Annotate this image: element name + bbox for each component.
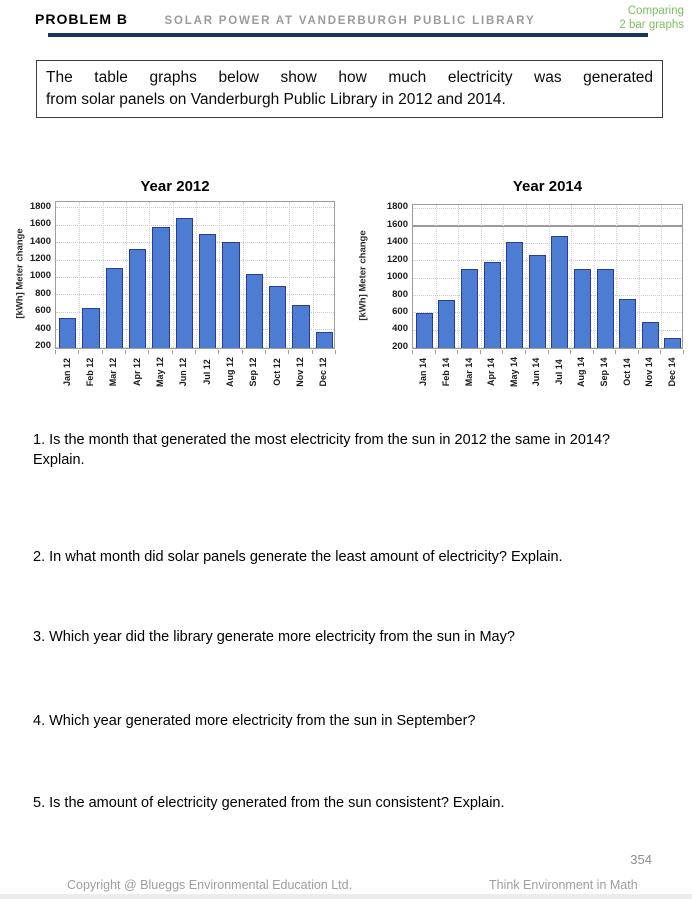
x-tickmark <box>335 350 336 354</box>
x-tick-label-aug-14: Aug 14 <box>576 357 587 388</box>
x-gridline <box>503 205 504 348</box>
x-tick-label-apr-12: Apr 12 <box>131 358 142 387</box>
x-gridline <box>661 205 662 348</box>
x-gridline <box>436 205 437 348</box>
y-gridline-1200 <box>413 260 682 261</box>
x-tick-label-nov-12: Nov 12 <box>295 357 305 387</box>
worksheet-title: SOLAR POWER AT VANDERBURGH PUBLIC LIBRARY <box>164 15 536 27</box>
x-gridline <box>639 205 640 348</box>
x-tickmark <box>172 350 173 354</box>
x-tickmark <box>242 350 243 354</box>
x-tickmark <box>502 350 503 354</box>
x-tick-label-may-12: May 12 <box>155 356 165 388</box>
x-tick-label-nov-14: Nov 14 <box>644 357 655 387</box>
x-tickmark <box>570 350 571 354</box>
bar-chart-year-2014 <box>350 178 690 403</box>
x-tickmark <box>265 350 266 354</box>
x-tick-label-aug-12: Aug 12 <box>225 357 235 388</box>
problem-label: PROBLEM B <box>35 11 128 27</box>
y-tick-label-1000: 1000 <box>386 271 408 282</box>
page-number: 354 <box>630 852 652 867</box>
x-tick-label-jul-14: Jul 14 <box>553 359 564 385</box>
x-tick-label-mar-12: Mar 12 <box>108 357 119 387</box>
question-4: 4. Which year generated more electricity from the sun in September? <box>33 713 476 729</box>
y-gridline-1400 <box>56 242 334 243</box>
page-bottom-edge <box>0 894 692 899</box>
plot-area-2014 <box>412 204 683 349</box>
y-tick-label-200: 200 <box>35 340 51 351</box>
x-gridline <box>526 205 527 348</box>
x-tick-label-jul-12: Jul 12 <box>201 359 212 385</box>
x-tickmark <box>638 350 639 354</box>
y-gridline-800 <box>413 295 682 296</box>
question-1: 1. Is the month that generated the most electricity from the sun in 2012 the same in 2014? Explain. <box>33 432 611 468</box>
x-tickmark <box>55 350 56 354</box>
x-tickmark <box>78 350 79 354</box>
y-tick-label-1600: 1600 <box>386 218 408 230</box>
x-gridline <box>196 202 197 348</box>
y-gridline-1400 <box>413 243 682 244</box>
chart-title-2014: Year 2014 <box>512 178 583 195</box>
y-axis-title-2012: [kWh] Meter change <box>14 228 26 319</box>
x-tick-label-apr-14: Apr 14 <box>486 358 496 387</box>
x-tick-label-jan-12: Jan 12 <box>61 357 72 387</box>
x-tickmark <box>548 350 549 354</box>
x-tick-label-feb-12: Feb 12 <box>85 357 95 387</box>
x-tick-label-sep-14: Sep 14 <box>599 357 609 387</box>
y-tick-label-400: 400 <box>392 323 408 335</box>
topic-tag-line2: 2 bar graphs <box>619 19 684 32</box>
plot-area-2012 <box>55 201 335 349</box>
x-gridline <box>266 202 267 348</box>
y-tick-label-600: 600 <box>35 305 51 317</box>
topic-tag-line1: Comparing <box>627 5 684 17</box>
x-tickmark <box>195 350 196 354</box>
y-gridline-800 <box>56 294 334 295</box>
x-tick-label-dec-14: Dec 14 <box>666 357 677 387</box>
x-tickmark <box>218 350 219 354</box>
y-tick-label-1000: 1000 <box>29 270 51 282</box>
x-tick-label-jun-14: Jun 14 <box>531 357 542 387</box>
x-tickmark <box>525 350 526 354</box>
y-tick-label-1400: 1400 <box>386 236 408 248</box>
footer-tagline: Think Environment in Math <box>489 878 638 892</box>
x-tick-label-sep-12: Sep 12 <box>248 357 259 387</box>
y-tick-label-600: 600 <box>392 305 408 317</box>
header-rule <box>48 33 648 37</box>
x-tickmark <box>148 350 149 354</box>
x-gridline <box>481 205 482 348</box>
y-tick-label-200: 200 <box>392 340 408 352</box>
y-tick-label-800: 800 <box>35 287 51 299</box>
x-gridline <box>149 202 150 348</box>
x-tick-label-jan-14: Jan 14 <box>418 357 429 387</box>
bar-chart-year-2012 <box>12 178 338 403</box>
y-gridline-1000 <box>56 277 334 278</box>
x-gridline <box>313 202 314 348</box>
intro-line-1: The table graphs below show how much electricity was generated <box>46 69 653 86</box>
y-tick-label-800: 800 <box>392 288 408 300</box>
intro-box <box>36 60 663 118</box>
solid-gridline-1600 <box>413 225 682 227</box>
intro-line-2: from solar panels on Vanderburgh Public Library in 2012 and 2014. <box>46 91 506 108</box>
x-tick-label-jun-12: Jun 12 <box>178 357 189 387</box>
x-gridline <box>616 205 617 348</box>
footer-copyright: Copyright @ Blueggs Environmental Education Ltd. <box>67 878 353 892</box>
chart-title-2012: Year 2012 <box>140 178 210 195</box>
y-tick-label-1200: 1200 <box>29 253 51 264</box>
topic-tag <box>619 4 684 33</box>
x-tickmark <box>288 350 289 354</box>
x-tickmark <box>660 350 661 354</box>
x-gridline <box>173 202 174 348</box>
question-2: 2. In what month did solar panels generate the least amount of electricity? Explain. <box>33 549 563 565</box>
x-tickmark <box>435 350 436 354</box>
x-tickmark <box>615 350 616 354</box>
x-tickmark <box>593 350 594 354</box>
x-tickmark <box>412 350 413 354</box>
y-tick-label-1600: 1600 <box>29 218 51 230</box>
x-tickmark <box>683 350 684 354</box>
y-tick-label-400: 400 <box>35 322 51 334</box>
x-tick-label-oct-12: Oct 12 <box>271 358 282 386</box>
y-tick-label-1800: 1800 <box>386 201 408 213</box>
y-gridline-1200 <box>56 260 334 261</box>
y-gridline-1800 <box>413 208 682 209</box>
y-tick-label-1200: 1200 <box>386 253 408 265</box>
y-tick-label-1400: 1400 <box>29 235 51 247</box>
x-tickmark <box>457 350 458 354</box>
x-tickmark <box>125 350 126 354</box>
x-tick-label-dec-12: Dec 12 <box>318 357 329 387</box>
question-3: 3. Which year did the library generate more electricity from the sun in May? <box>33 629 515 645</box>
x-gridline <box>126 202 127 348</box>
x-gridline <box>79 202 80 348</box>
y-gridline-1800 <box>56 207 334 208</box>
y-axis-title-2014: [kWh] Meter change <box>357 229 369 321</box>
y-gridline-1600 <box>56 225 334 226</box>
x-gridline <box>458 205 459 348</box>
y-tick-label-1800: 1800 <box>29 200 51 212</box>
x-tick-label-oct-14: Oct 14 <box>621 358 632 386</box>
x-gridline <box>571 205 572 348</box>
x-tick-label-mar-14: Mar 14 <box>463 357 474 387</box>
x-tick-label-may-14: May 14 <box>508 356 519 388</box>
x-tickmark <box>102 350 103 354</box>
x-gridline <box>103 202 104 348</box>
x-gridline <box>243 202 244 348</box>
x-gridline <box>289 202 290 348</box>
x-tickmark <box>312 350 313 354</box>
x-gridline <box>549 205 550 348</box>
x-gridline <box>594 205 595 348</box>
x-tickmark <box>480 350 481 354</box>
x-tick-label-feb-14: Feb 14 <box>440 357 451 387</box>
x-gridline <box>219 202 220 348</box>
question-5: 5. Is the amount of electricity generated from the sun consistent? Explain. <box>33 795 505 811</box>
y-gridline-1000 <box>413 278 682 279</box>
